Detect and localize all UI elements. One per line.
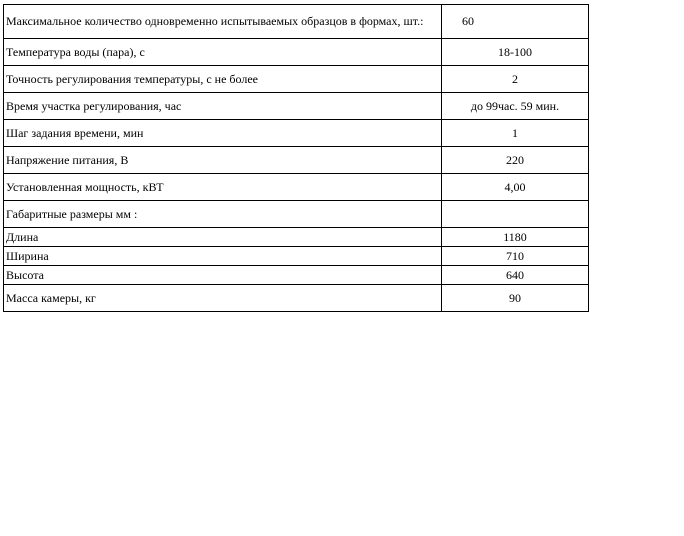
table-row bbox=[4, 147, 589, 174]
table-row bbox=[4, 120, 589, 147]
table-row bbox=[4, 5, 589, 39]
value-cell: 2 bbox=[442, 66, 589, 93]
value-cell: 60 bbox=[442, 5, 589, 39]
param-cell: Температура воды (пара), с bbox=[4, 39, 442, 66]
table-row bbox=[4, 93, 589, 120]
param-cell: Напряжение питания, В bbox=[4, 147, 442, 174]
param-cell: Время участка регулирования, час bbox=[4, 93, 442, 120]
table-row bbox=[4, 201, 589, 228]
value-cell: 710 bbox=[442, 247, 589, 266]
param-cell: Длина bbox=[4, 228, 442, 247]
table-row bbox=[4, 285, 589, 312]
value-cell: 90 bbox=[442, 285, 589, 312]
param-cell: Точность регулирования температуры, с не более bbox=[4, 66, 442, 93]
value-cell: 1180 bbox=[442, 228, 589, 247]
value-cell: 4,00 bbox=[442, 174, 589, 201]
param-cell: Масса камеры, кг bbox=[4, 285, 442, 312]
param-cell: Шаг задания времени, мин bbox=[4, 120, 442, 147]
table-row bbox=[4, 266, 589, 285]
value-cell: 1 bbox=[442, 120, 589, 147]
value-cell: до 99час. 59 мин. bbox=[442, 93, 589, 120]
param-cell: Максимальное количество одновременно испытываемых образцов в формах, шт.: bbox=[4, 5, 442, 39]
value-cell bbox=[442, 201, 589, 228]
param-cell: Высота bbox=[4, 266, 442, 285]
table-row bbox=[4, 174, 589, 201]
table-row bbox=[4, 247, 589, 266]
value-cell: 640 bbox=[442, 266, 589, 285]
param-cell: Габаритные размеры мм : bbox=[4, 201, 442, 228]
value-cell: 18-100 bbox=[442, 39, 589, 66]
table-row bbox=[4, 39, 589, 66]
param-cell: Ширина bbox=[4, 247, 442, 266]
specifications-table bbox=[3, 4, 589, 312]
param-cell: Установленная мощность, кВТ bbox=[4, 174, 442, 201]
value-cell: 220 bbox=[442, 147, 589, 174]
table-row bbox=[4, 228, 589, 247]
table-row bbox=[4, 66, 589, 93]
